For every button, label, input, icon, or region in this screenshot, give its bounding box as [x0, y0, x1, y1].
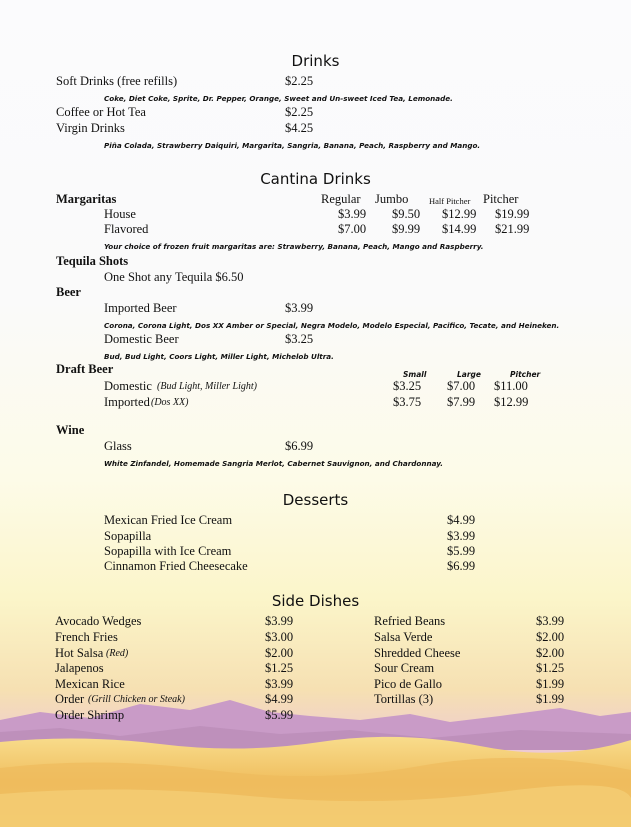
soft-drinks-price: $2.25 [285, 74, 314, 88]
side-left-name: Order Shrimp [55, 708, 125, 722]
virgin-drinks-label: Virgin Drinks [56, 121, 125, 135]
domestic-beer-price: $3.25 [285, 332, 314, 346]
margaritas-note: Your choice of frozen fruit margaritas are: Strawberry, Banana, Peach, Mango and Raspberry. [104, 242, 484, 251]
margarita-row-regular: $7.00 [338, 222, 367, 236]
wine-glass-price: $6.99 [285, 439, 314, 453]
side-right-name: Refried Beans [374, 614, 446, 628]
side-right-name: Pico de Gallo [374, 677, 443, 691]
margarita-row-jumbo: $9.99 [392, 222, 421, 236]
margarita-row-name: Flavored [104, 222, 149, 236]
side-right-price: $2.00 [536, 646, 565, 660]
soft-drinks-note: Coke, Diet Coke, Sprite, Dr. Pepper, Orange, Sweet and Un-sweet Iced Tea, Lemonade. [104, 94, 453, 103]
side-left-name: French Fries [55, 630, 118, 644]
margarita-row-pitcher: $21.99 [495, 222, 530, 236]
imported-beer-label: Imported Beer [104, 301, 177, 315]
margarita-header-jumbo: Jumbo [375, 192, 409, 206]
tequila-item: One Shot any Tequila $6.50 [104, 270, 244, 284]
side-left-detail: (Red) [106, 648, 129, 659]
tequila-heading: Tequila Shots [56, 254, 129, 268]
domestic-beer-note: Bud, Bud Light, Coors Light, Miller Light, Michelob Ultra. [104, 352, 334, 361]
domestic-beer-label: Domestic Beer [104, 332, 179, 346]
dessert-item-name: Sopapilla with Ice Cream [104, 544, 232, 558]
draft-beer-heading: Draft Beer [56, 362, 114, 376]
draft-row-large: $7.00 [447, 379, 476, 393]
section-title-drinks: Drinks [291, 52, 340, 70]
draft-row-detail: (Bud Light, Miller Light) [157, 381, 257, 392]
imported-beer-note: Corona, Corona Light, Dos XX Amber or Special, Negra Modelo, Modelo Especial, Pacifico, Tecate, and Heineken. [104, 321, 560, 330]
side-left-price: $2.00 [265, 646, 294, 660]
side-left-name: Hot Salsa [55, 646, 104, 660]
side-left-detail: (Grill Chicken or Steak) [88, 694, 185, 705]
draft-header-pitcher: Pitcher [510, 370, 541, 379]
draft-header-small: Small [403, 370, 427, 379]
wine-note: White Zinfandel, Homemade Sangria Merlot, Cabernet Sauvignon, and Chardonnay. [104, 459, 443, 468]
margarita-row-pitcher: $19.99 [495, 207, 530, 221]
margarita-header-pitcher: Pitcher [483, 192, 519, 206]
side-right-name: Salsa Verde [374, 630, 433, 644]
draft-row-pitcher: $12.99 [494, 395, 529, 409]
dessert-item-price: $5.99 [447, 544, 476, 558]
side-right-price: $1.99 [536, 677, 565, 691]
section-title-desserts: Desserts [282, 491, 349, 509]
margarita-row-name: House [104, 207, 136, 221]
side-right-name: Sour Cream [374, 661, 435, 675]
side-right-price: $2.00 [536, 630, 565, 644]
beer-heading: Beer [56, 285, 81, 299]
side-left-name: Avocado Wedges [55, 614, 142, 628]
side-left-price: $3.00 [265, 630, 294, 644]
margarita-row-regular: $3.99 [338, 207, 367, 221]
margaritas-heading: Margaritas [56, 192, 117, 206]
margarita-row-half: $14.99 [442, 222, 477, 236]
dessert-item-price: $4.99 [447, 513, 476, 527]
side-left-name: Mexican Rice [55, 677, 125, 691]
dessert-item-price: $3.99 [447, 529, 476, 543]
side-left-name: Order [55, 692, 85, 706]
side-right-price: $1.99 [536, 692, 565, 706]
draft-row-small: $3.25 [393, 379, 422, 393]
dessert-item-price: $6.99 [447, 559, 476, 573]
side-left-price: $3.99 [265, 614, 294, 628]
side-right-name: Tortillas (3) [374, 692, 434, 706]
side-left-price: $1.25 [265, 661, 294, 675]
side-left-price: $3.99 [265, 677, 294, 691]
soft-drinks-label: Soft Drinks (free refills) [56, 74, 178, 88]
draft-row-large: $7.99 [447, 395, 476, 409]
draft-row-detail: (Dos XX) [151, 397, 189, 408]
virgin-drinks-note: Piña Colada, Strawberry Daiquiri, Margarita, Sangria, Banana, Peach, Raspberry and Mango. [104, 141, 481, 150]
wine-heading: Wine [56, 423, 85, 437]
side-right-price: $1.25 [536, 661, 565, 675]
dessert-item-name: Sopapilla [104, 529, 152, 543]
section-title-cantina: Cantina Drinks [260, 170, 371, 188]
side-left-price: $5.99 [265, 708, 294, 722]
side-left-price: $4.99 [265, 692, 294, 706]
imported-beer-price: $3.99 [285, 301, 314, 315]
coffee-price: $2.25 [285, 105, 314, 119]
margarita-header-regular: Regular [321, 192, 361, 206]
dessert-item-name: Mexican Fried Ice Cream [104, 513, 233, 527]
side-right-price: $3.99 [536, 614, 565, 628]
margarita-header-half-pitcher: Half Pitcher [429, 196, 471, 206]
draft-row-pitcher: $11.00 [494, 379, 528, 393]
section-title-sides: Side Dishes [271, 592, 360, 610]
margarita-row-half: $12.99 [442, 207, 477, 221]
coffee-label: Coffee or Hot Tea [56, 105, 146, 119]
wine-glass-label: Glass [104, 439, 132, 453]
dessert-item-name: Cinnamon Fried Cheesecake [104, 559, 248, 573]
margarita-row-jumbo: $9.50 [392, 207, 421, 221]
draft-header-large: Large [457, 370, 481, 379]
virgin-drinks-price: $4.25 [285, 121, 314, 135]
side-left-name: Jalapenos [55, 661, 104, 675]
draft-row-small: $3.75 [393, 395, 422, 409]
draft-row-name: Imported [104, 395, 150, 409]
side-right-name: Shredded Cheese [374, 646, 461, 660]
draft-row-name: Domestic [104, 379, 152, 393]
